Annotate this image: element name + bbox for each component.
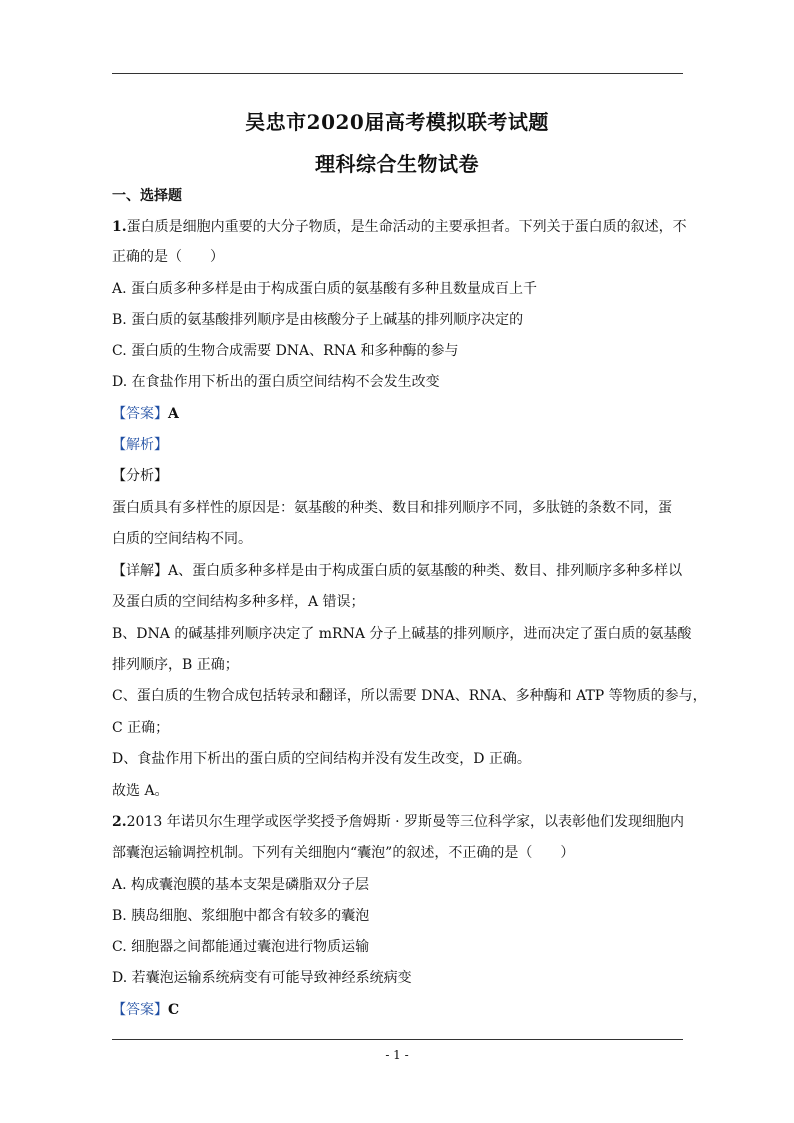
- document-subtitle: 理科综合生物试卷: [315, 152, 479, 176]
- document-title: 吴忠市2020届高考模拟联考试题: [245, 110, 549, 134]
- q1-detail-line2: 及蛋白质的空间结构多种多样，A 错误；: [112, 594, 365, 610]
- q1-detail-line4: 排列顺序，B 正确；: [112, 657, 239, 673]
- answer-value: A: [168, 406, 179, 422]
- q1-stem-line1: 1.蛋白质是细胞内重要的大分子物质，是生命活动的主要承担者。下列关于蛋白质的叙述，不: [112, 219, 687, 235]
- q2-answer: [112, 1000, 687, 1020]
- q2-option-c: C. 细胞器之间都能通过囊泡进行物质运输: [112, 939, 370, 955]
- q1-fenxi-tag: 【分析】: [112, 468, 168, 484]
- q1-detail-line3: B、DNA 的碱基排列顺序决定了 mRNA 分子上碱基的排列顺序，进而决定了蛋白质的氨基酸: [112, 626, 692, 642]
- detail-tag: 【详解】: [112, 563, 168, 579]
- q2-stem-line2: 部囊泡运输调控机制。下列有关细胞内“囊泡”的叙述，不正确的是（ ）: [112, 845, 575, 861]
- q2-stem-line1: 2.2013 年诺贝尔生理学或医学奖授予詹姆斯 · 罗斯曼等三位科学家，以表彰他们发现细胞内: [112, 814, 685, 830]
- answer-tag: 【答案】: [112, 406, 168, 422]
- section-heading: 一、选择题: [112, 188, 182, 204]
- q1-option-b: B. 蛋白质的氨基酸排列顺序是由核酸分子上碱基的排列顺序决定的: [112, 312, 524, 328]
- answer-value: C: [168, 1002, 180, 1018]
- header-rule: [112, 73, 683, 74]
- q1-option-c: C. 蛋白质的生物合成需要 DNA、RNA 和多种酶的参与: [112, 343, 459, 359]
- q2-option-d: D. 若囊泡运输系统病变有可能导致神经系统病变: [112, 970, 412, 986]
- q2-number: 2.: [112, 814, 127, 830]
- q1-stem-line2: 正确的是（ ）: [112, 249, 224, 265]
- q2-option-b: B. 胰岛细胞、浆细胞中都含有较多的囊泡: [112, 908, 370, 924]
- q1-detail-line7: D、食盐作用下析出的蛋白质的空间结构并没有发生改变，D 正确。: [112, 751, 531, 767]
- q1-fenxi-line2: 白质的空间结构不同。: [112, 531, 252, 547]
- q1-number: 1.: [112, 219, 127, 235]
- q1-answer: [112, 404, 687, 424]
- q2-option-a: A. 构成囊泡膜的基本支架是磷脂双分子层: [112, 877, 370, 893]
- q1-fenxi-line1: 蛋白质具有多样性的原因是：氨基酸的种类、数目和排列顺序不同，多肽链的条数不同，蛋: [112, 500, 672, 516]
- q1-analysis-tag: 【解析】: [112, 437, 168, 453]
- q1-detail-line6: C 正确；: [112, 720, 170, 736]
- answer-tag: 【答案】: [112, 1002, 168, 1018]
- q1-option-a: A. 蛋白质多种多样是由于构成蛋白质的氨基酸有多种且数量成百上千: [112, 281, 538, 297]
- page-number: - 1 -: [385, 1048, 409, 1062]
- q1-detail-line5: C、蛋白质的生物合成包括转录和翻译，所以需要 DNA、RNA、多种酶和 ATP 等物质的参与，: [112, 688, 707, 704]
- q1-conclusion: 故选 A。: [112, 783, 169, 799]
- q1-option-d: D. 在食盐作用下析出的蛋白质空间结构不会发生改变: [112, 374, 440, 390]
- footer-rule: [112, 1039, 683, 1040]
- q1-detail-line1: 【详解】A、蛋白质多种多样是由于构成蛋白质的氨基酸的种类、数目、排列顺序多种多样以: [112, 563, 683, 579]
